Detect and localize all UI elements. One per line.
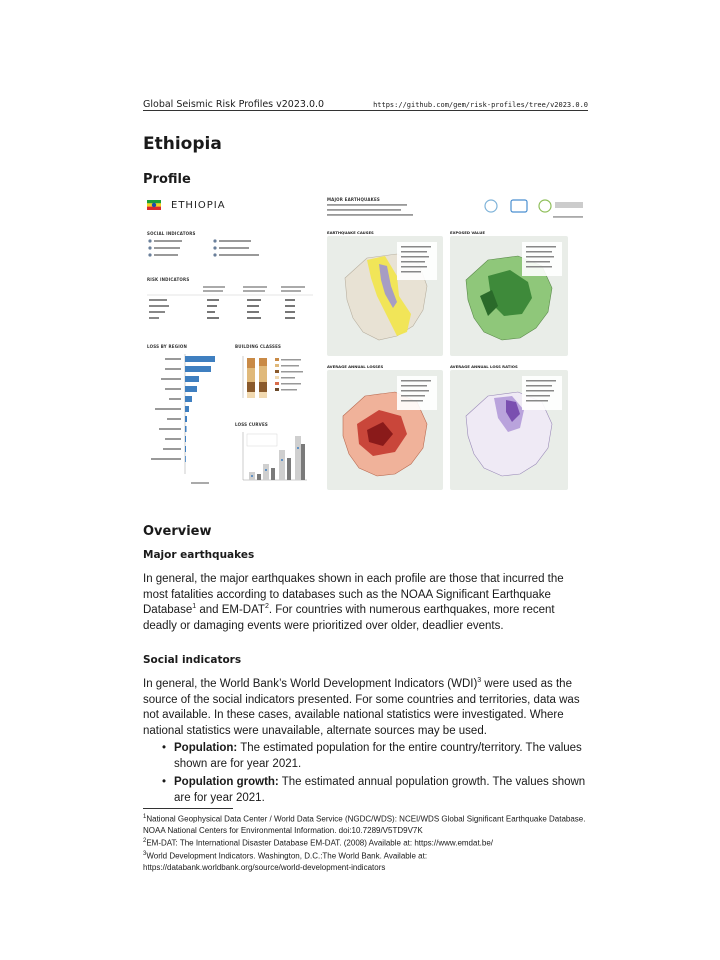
footnote-2: $^2$EM-DAT: The International Disaster Database EM-DAT. (2008) Available at: https://www.emdat.be/ — [143, 838, 494, 848]
loss-curves-title: LOSS CURVES — [235, 422, 268, 427]
map-average-annual-losses — [327, 370, 443, 490]
map-title-aal: AVERAGE ANNUAL LOSSES — [327, 364, 384, 369]
social-indicators-heading: Social indicators — [143, 654, 242, 666]
footnote-1: $^1$National Geophysical Data Center / World Data Service (NGDC/WDS): NCEI/WDS Global Significant Earthquake Database. NOAA National Centers for Environmental Information. doi:10.7289/V5TD9V7K — [143, 814, 586, 835]
list-item: • Population growth: The estimated annual population growth. The values shown are for year 2021. — [162, 776, 586, 804]
risk-indicators-table — [147, 284, 315, 328]
major-earthquakes-heading: Major earthquakes — [143, 549, 255, 561]
social-indicators-table — [147, 237, 307, 263]
map-title-causes: EARTHQUAKE CAUSES — [327, 230, 374, 235]
map-earthquake-causes — [327, 236, 443, 356]
social-indicators-paragraph: In general, the World Bank’s World Development Indicators (WDI)$^3$ were used as the source of the social indicators presented. For some countries and territories, data was not available. In these cases, available national statistics were investigated. Where national statistics were unavailable, alternate sources may be used. — [143, 677, 580, 737]
indicator-list — [160, 741, 590, 809]
loss-curves-chart — [235, 430, 309, 488]
profile-figure — [143, 192, 590, 492]
major-earthquakes-list — [327, 203, 447, 223]
footnote-3: $^3$World Development Indicators. Washington, D.C.:The World Bank. Available at: https://databank.worldbank.org/source/world-development-indicators — [143, 851, 428, 872]
loss-by-region-title: LOSS BY REGION — [147, 344, 188, 349]
header-title: Global Seismic Risk Profiles v2023.0.0 — [143, 99, 325, 110]
header-url[interactable]: https://github.com/gem/risk-profiles/tree/v2023.0.0 — [373, 101, 588, 109]
major-earthquakes-title: MAJOR EARTHQUAKES — [327, 197, 380, 202]
major-earthquakes-paragraph: In general, the major earthquakes shown in each profile are those that incurred the most fatalities according to databases such as the NOAA Significant Earthquake Database$^1$ and EM-DAT$^2$. For countries with numerous earthquakes, more recent deadly or damaging events were prioritized over older, deadlier events. — [143, 573, 564, 632]
list-item: • Population: The estimated population for the entire country/territory. The values shown are for year 2021. — [162, 742, 582, 770]
running-header — [143, 96, 588, 111]
map-title-aalr: AVERAGE ANNUAL LOSS RATIOS — [450, 364, 518, 369]
risk-indicators-title: RISK INDICATORS — [147, 277, 190, 282]
loss-by-region-chart — [147, 352, 227, 492]
profile-country: ETHIOPIA — [171, 200, 226, 211]
map-title-exposed: EXPOSED VALUE — [450, 230, 485, 235]
profile-heading: Profile — [143, 172, 191, 187]
map-average-annual-loss-ratios — [450, 370, 568, 490]
map-exposed-value — [450, 236, 568, 356]
page-title: Ethiopia — [143, 134, 222, 154]
building-classes-chart — [235, 352, 309, 412]
overview-heading: Overview — [143, 524, 212, 539]
building-classes-title: BUILDING CLASSES — [235, 344, 282, 349]
footnote-rule — [143, 808, 233, 809]
logos — [483, 196, 587, 222]
ethiopia-flag-icon — [147, 200, 161, 210]
social-indicators-title: SOCIAL INDICATORS — [147, 231, 196, 236]
